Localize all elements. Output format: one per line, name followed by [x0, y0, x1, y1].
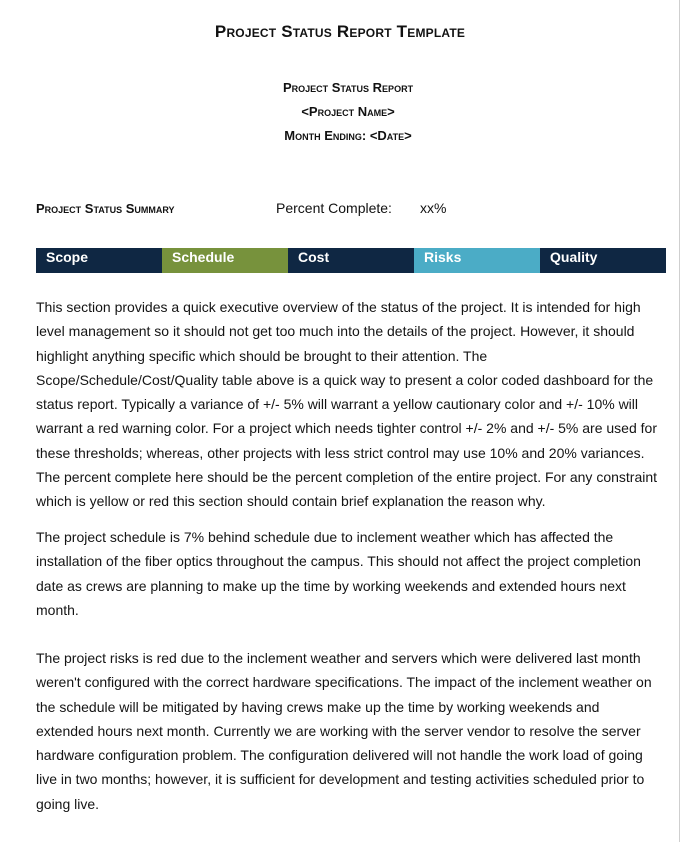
status-summary-label: Project Status Summary: [36, 201, 175, 216]
document-title: Project Status Report Template: [214, 22, 466, 41]
status-dashboard: [36, 248, 666, 273]
project-name-placeholder: <Project Name>: [301, 104, 395, 119]
dashboard-cell-cost: Cost: [288, 248, 414, 273]
dashboard-cell-schedule: Schedule: [162, 248, 288, 273]
dashboard-cell-scope: Scope: [36, 248, 162, 273]
percent-complete-value: xx%: [420, 200, 447, 216]
month-ending-line: Month Ending: <Date>: [284, 128, 412, 143]
risks-paragraph: The project risks is red due to the inclement weather and servers which were delivered last month weren't configured with the correct hardware specifications. The impact of the inclement weather on the schedule will be mitigated by having crews make up the time by working weekends and extended hours next month. Currently we are working with the server vendor to resolve the server hardware configuration problem. The configuration delivered will not handle the work load of going live in two months; however, it is sufficient for development and testing activities scheduled prior to going live.: [36, 650, 652, 812]
percent-complete-label: Percent Complete:: [276, 200, 392, 216]
dashboard-cell-risks: Risks: [414, 248, 540, 273]
report-heading: Project Status Report: [282, 80, 414, 95]
overview-paragraph: This section provides a quick executive overview of the status of the project. It is intended for high level management so it should not get too much into the details of the project. However, it should highlight anything specific which should be brought to their attention. The Scope/Schedule/Cost/Quality table above is a quick way to present a color coded dashboard for the status report. Typically a variance of +/- 5% will warrant a yellow cautionary color and +/- 10% will warrant a red warning color. For a project which needs tighter control +/- 2% and +/- 5% are used for these thresholds; whereas, other projects with less strict control may use 10% and 20% variances. The percent complete here should be the percent completion of the entire project. For any constraint which is yellow or red this section should contain brief explanation the reason why.: [36, 299, 658, 510]
dashboard-cell-quality: Quality: [540, 248, 666, 273]
schedule-paragraph: The project schedule is 7% behind schedule due to inclement weather which has affected the installation of the fiber optics throughout the campus. This should not affect the project completion date as crews are planning to make up the time by working weekends and extended hours next month.: [36, 529, 641, 618]
